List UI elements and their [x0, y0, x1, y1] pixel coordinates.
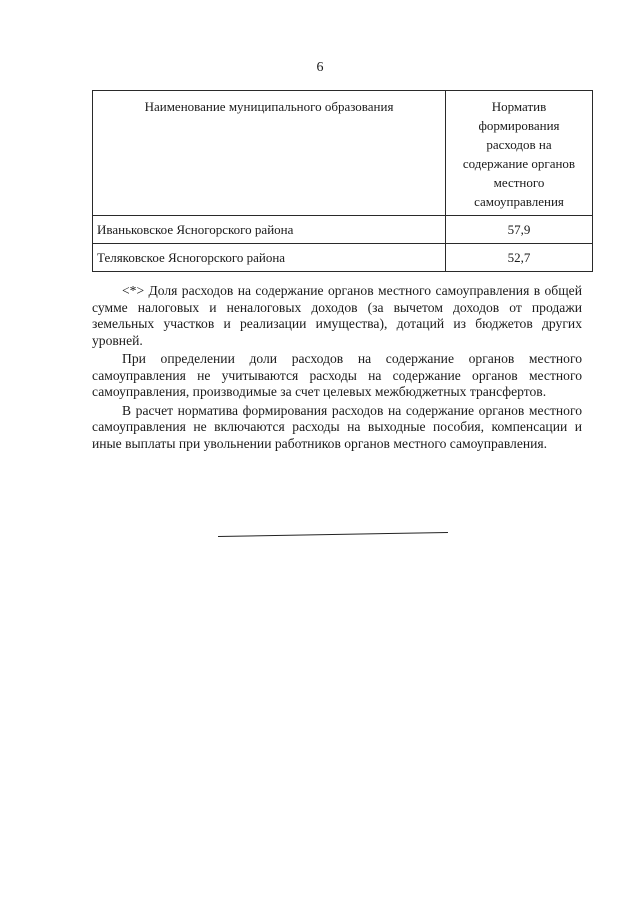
- page-number: 6: [316, 60, 324, 75]
- row-normative-value: 52,7: [446, 244, 593, 272]
- footnotes: [92, 283, 582, 454]
- table-row: [93, 216, 593, 244]
- closing-line-divider: [218, 532, 448, 537]
- row-municipality-name: Теляковское Ясногорского района: [93, 244, 446, 272]
- header-municipality-name: Наименование муниципального образования: [93, 91, 446, 216]
- table-row: [93, 244, 593, 272]
- footnote-targeted-transfers: При определении доли расходов на содержание органов местного самоуправления не учитываются расходы на содержание органов местного самоуправления, производимые за счет целевых межбюджетных трансфертов.: [92, 351, 582, 399]
- row-normative-value: 57,9: [446, 216, 593, 244]
- normatives-table: [92, 90, 593, 272]
- row-municipality-name: Иваньковское Ясногорского района: [93, 216, 446, 244]
- table-header-row: [93, 91, 593, 216]
- footnote-severance-exclusion: В расчет норматива формирования расходов на содержание органов местного самоуправления не включаются расходы на выходные пособия, компенсации и иные выплаты при увольнении работников органов местного самоуправления.: [92, 402, 582, 451]
- header-expense-normative: Норматив формирования расходов на содержание органов местного самоуправления: [446, 91, 593, 216]
- footnote-share-definition: <*> Доля расходов на содержание органов местного самоуправления в общей сумме налоговых и неналоговых доходов (за вычетом доходов от продажи земельных участков и реализации имущества), дотаций из бюджетов других уровней.: [92, 283, 582, 348]
